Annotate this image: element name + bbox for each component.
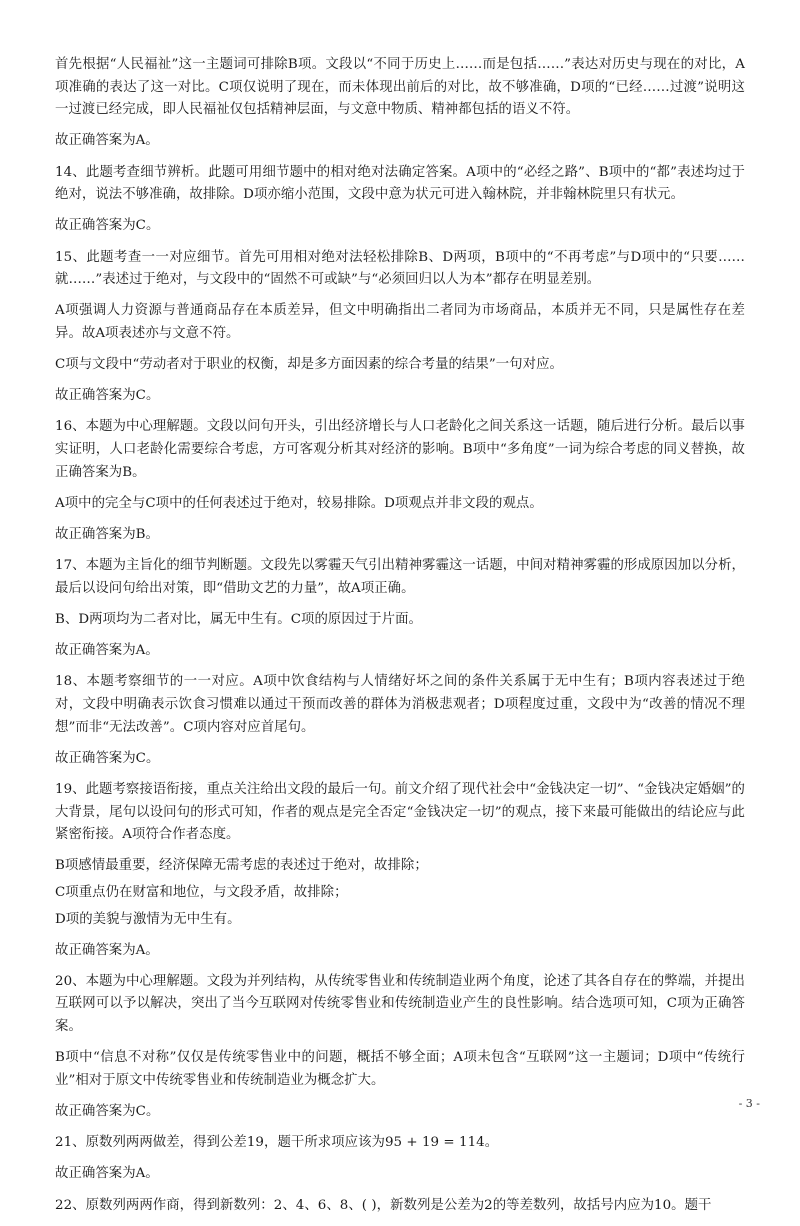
paragraph: 21、原数列两两做差，得到公差19，题干所求项应该为95 + 19 = 114。: [55, 1135, 499, 1151]
answer-line: 故正确答案为A。: [55, 133, 159, 149]
answer-line: 故正确答案为C。: [55, 1104, 160, 1120]
page-number: - 3 -: [738, 1097, 760, 1110]
paragraph: 22、原数列两两作商，得到新数列：2、4、6、8、( )，新数列是公差为2的等差数列，故括号内应为10。题干: [55, 1197, 712, 1213]
paragraph: 18、本题考察细节的一一对应。A项中饮食结构与人情绪好坏之间的条件关系属于无中生有；B项内容表述过于绝对，文段中明确表示饮食习惯难以通过干预而改善的群体为消极悲观者；D项程度过重，文段中为“改善的情况不理想”而非“无法改善”。C项内容对应首尾句。: [55, 674, 745, 735]
paragraph: 15、此题考查一一对应细节。首先可用相对绝对法轻松排除B、D两项，B项中的“不再考虑”与D项中的“只要……就……”表述过于绝对，与文段中的“固然不可或缺”与“必须回归以人为本”都存在明显差别。: [55, 249, 745, 288]
paragraph: A项强调人力资源与普通商品存在本质差异，但文中明确指出二者同为市场商品，本质并无不同，只是属性存在差异。故A项表述亦与文意不符。: [55, 303, 745, 341]
paragraph: B、D两项均为二者对比，属无中生有。C项的原因过于片面。: [55, 612, 422, 627]
answer-line: 故正确答案为B。: [55, 527, 159, 543]
paragraph: C项与文段中“劳动者对于职业的权衡，却是多方面因素的综合考量的结果”一句对应。: [55, 357, 563, 373]
answer-line: 故正确答案为C。: [55, 388, 160, 404]
paragraph: 首先根据“人民福祉”这一主题词可排除B项。文段以“不同于历史上……而是包括……”表达对历史与现在的对比，A项准确的表达了这一对比。C项仅说明了现在，而未体现出前后的对比，故不够准确，D项的“已经……过渡”说明这一过渡已经完成，即人民福祉仅包括精神层面，与文意中物质、精神都包括的语义不符。: [55, 57, 745, 118]
answer-line: 故正确答案为A。: [55, 942, 159, 958]
paragraph: 17、本题为主旨化的细节判断题。文段先以雾霾天气引出精神雾霾这一话题，中间对精神雾霾的形成原因加以分析，最后以设问句给出对策，即“借助文艺的力量”，故A项正确。: [55, 558, 745, 596]
paragraph: 16、本题为中心理解题。文段以问句开头，引出经济增长与人口老龄化之间关系这一话题，随后进行分析。最后以事实证明，人口老龄化需要综合考虑，方可客观分析其对经济的影响。B项中“多角度”一词为综合考虑的同义替换，故正确答案为B。: [55, 419, 745, 480]
paragraph: 14、此题考查细节辨析。此题可用细节题中的相对绝对法确定答案。A项中的“必经之路”、B项中的“都”表述均过于绝对，说法不够准确，故排除。D项亦缩小范围，文段中意为状元可进入翰林院，并非翰林院里只有状元。: [55, 164, 745, 203]
answer-line: 故正确答案为A。: [55, 1166, 159, 1182]
answer-line: 故正确答案为C。: [55, 750, 160, 766]
paragraph: A项中的完全与C项中的任何表述过于绝对，较易排除。D项观点并非文段的观点。: [55, 495, 543, 511]
paragraph: B项中“信息不对称”仅仅是传统零售业中的问题，概括不够全面；A项未包含“互联网”这一主题词；D项中“传统行业”相对于原文中传统零售业和传统制造业为概念扩大。: [55, 1050, 745, 1088]
answer-line: 故正确答案为A。: [55, 643, 159, 659]
document-body: [55, 54, 745, 1226]
paragraph: D项的美貌与激情为无中生有。: [55, 911, 241, 927]
answer-line: 故正确答案为C。: [55, 218, 160, 234]
paragraph: 19、此题考察接语衔接，重点关注给出文段的最后一句。前文介绍了现代社会中“金钱决定一切”、“金钱决定婚姻”的大背景，尾句以设问句的形式可知，作者的观点是完全否定“金钱决定一切”的观点，接下来最可能做出的结论应与此紧密衔接。A项符合作者态度。: [55, 781, 745, 843]
paragraph: 20、本题为中心理解题。文段为并列结构，从传统零售业和传统制造业两个角度，论述了其各自存在的弊端，并提出互联网可以予以解决，突出了当今互联网对传统零售业和传统制造业产生的良性影响。结合选项可知，C项为正确答案。: [55, 973, 745, 1035]
paragraph: C项重点仍在财富和地位，与文段矛盾，故排除；: [55, 884, 348, 900]
paragraph: B项感情最重要，经济保障无需考虑的表述过于绝对，故排除；: [55, 858, 428, 874]
